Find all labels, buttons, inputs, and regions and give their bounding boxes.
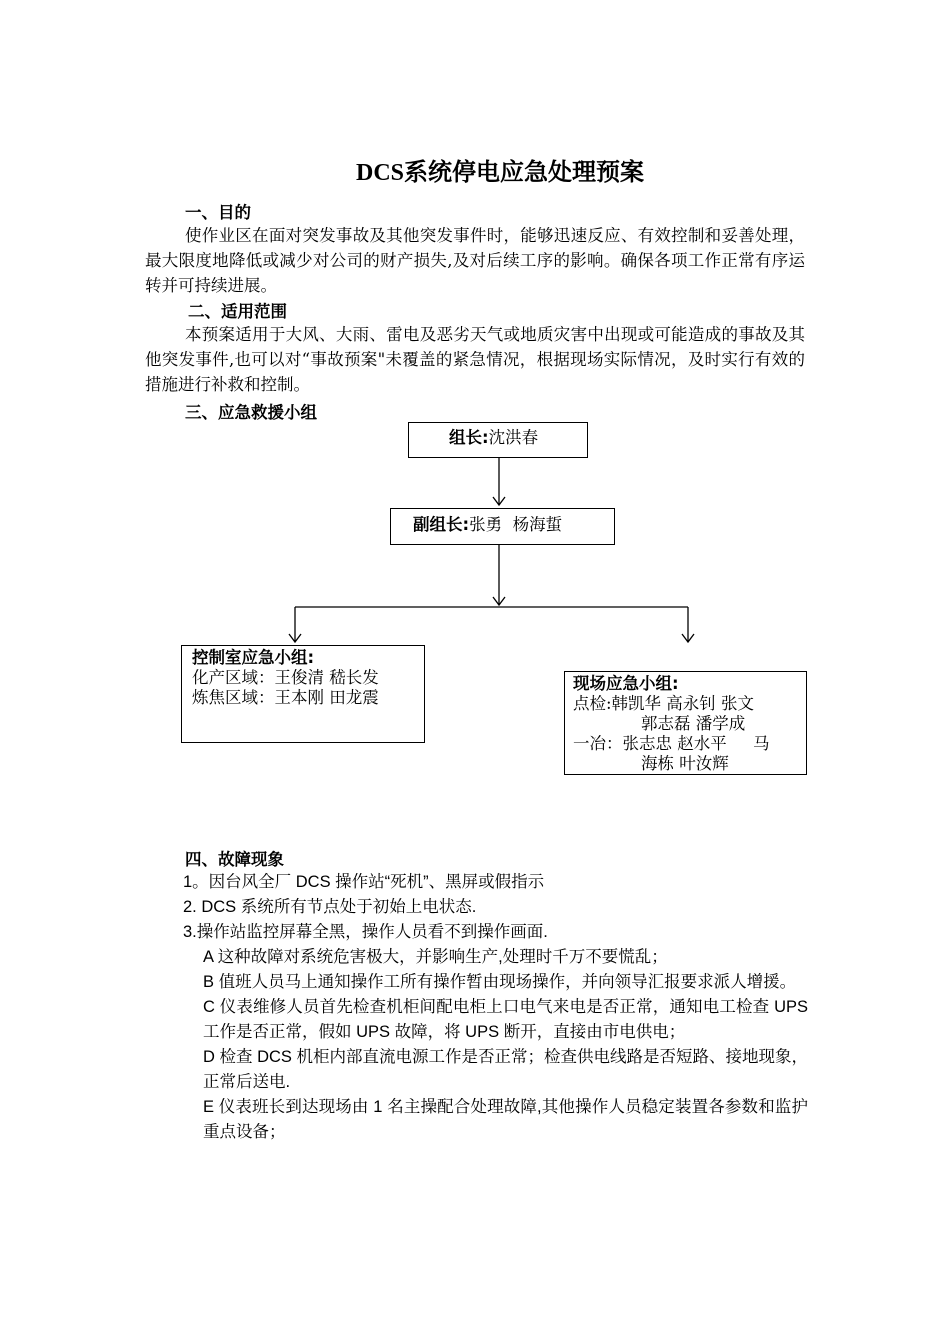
fault-subitem: A 这种故障对系统危害极大，并影响生产,处理时千万不要慌乱； <box>203 948 668 966</box>
field-team-box <box>564 671 807 775</box>
fault-subitem: E 仪表班长到达现场由 1 名主操配合处理故障,其他操作人员稳定装置各参数和监护重点设备； <box>203 1098 808 1141</box>
deputy-box <box>390 508 615 545</box>
purpose-paragraph: 使作业区在面对突发事故及其他突发事件时，能够迅速反应、有效控制和妥善处理，最大限度地降低或减少对公司的财产损失,及对后续工序的影响。确保各项工作正常有序运转并可持续进展。 <box>145 226 805 295</box>
leader-box <box>408 422 588 458</box>
section-heading-faults: 四、故障现象 <box>185 850 284 869</box>
fault-subitem-list <box>203 945 808 1145</box>
fault-subitem: B 值班人员马上通知操作工所有操作暂由现场操作，并向领导汇报要求派人增援。 <box>203 973 797 991</box>
document-title: DCS系统停电应急处理预案 <box>355 160 644 186</box>
deputy-label: 副组长: <box>413 515 470 534</box>
leader-label: 组长: <box>449 428 489 447</box>
fault-item: 3.操作站监控屏幕全黑，操作人员看不到操作画面. <box>183 923 548 941</box>
control-room-team-box <box>181 645 425 743</box>
section-heading-purpose: 一、目的 <box>185 203 251 222</box>
section-heading-scope: 二、适用范围 <box>188 302 287 321</box>
control-room-line-1: 化产区域：王俊清 嵇长发 <box>192 668 379 687</box>
section-heading-team: 三、应急救援小组 <box>185 403 317 422</box>
field-line-3: 一冶：张志忠 赵水平 马 <box>573 734 770 753</box>
fault-subitem: D 检查 DCS 机柜内部直流电源工作是否正常；检查供电线路是否短路、接地现象，正常后送电. <box>203 1048 809 1091</box>
field-line-1: 点检:韩凯华 高永钊 张文 <box>573 694 755 713</box>
field-team-label: 现场应急小组: <box>573 674 679 693</box>
field-line-4: 海栋 叶汝辉 <box>641 754 729 773</box>
fault-item: 2. DCS 系统所有节点处于初始上电状态. <box>183 898 477 916</box>
fault-subitem: C 仪表维修人员首先检查机柜间配电柜上口电气来电是否正常，通知电工检查 UPS 工作是否正常，假如 UPS 故障，将 UPS 断开，直接由市电供电； <box>203 998 808 1041</box>
deputy-names: 张勇 杨海蜇 <box>469 515 563 534</box>
scope-paragraph: 本预案适用于大风、大雨、雷电及恶劣天气或地质灾害中出现或可能造成的事故及其他突发事件,也可以对“事故预案"未覆盖的紧急情况，根据现场实际情况，及时实行有效的措施进行补救和控制。 <box>145 325 805 394</box>
fault-item: 1。因台风全厂 DCS 操作站“死机”、黑屏或假指示 <box>183 873 545 891</box>
fault-list <box>183 870 808 945</box>
leader-name: 沈洪春 <box>488 428 539 447</box>
field-line-2: 郭志磊 潘学成 <box>641 714 746 733</box>
control-room-line-2: 炼焦区域：王本刚 田龙震 <box>192 688 379 707</box>
control-room-label: 控制室应急小组: <box>192 648 315 667</box>
